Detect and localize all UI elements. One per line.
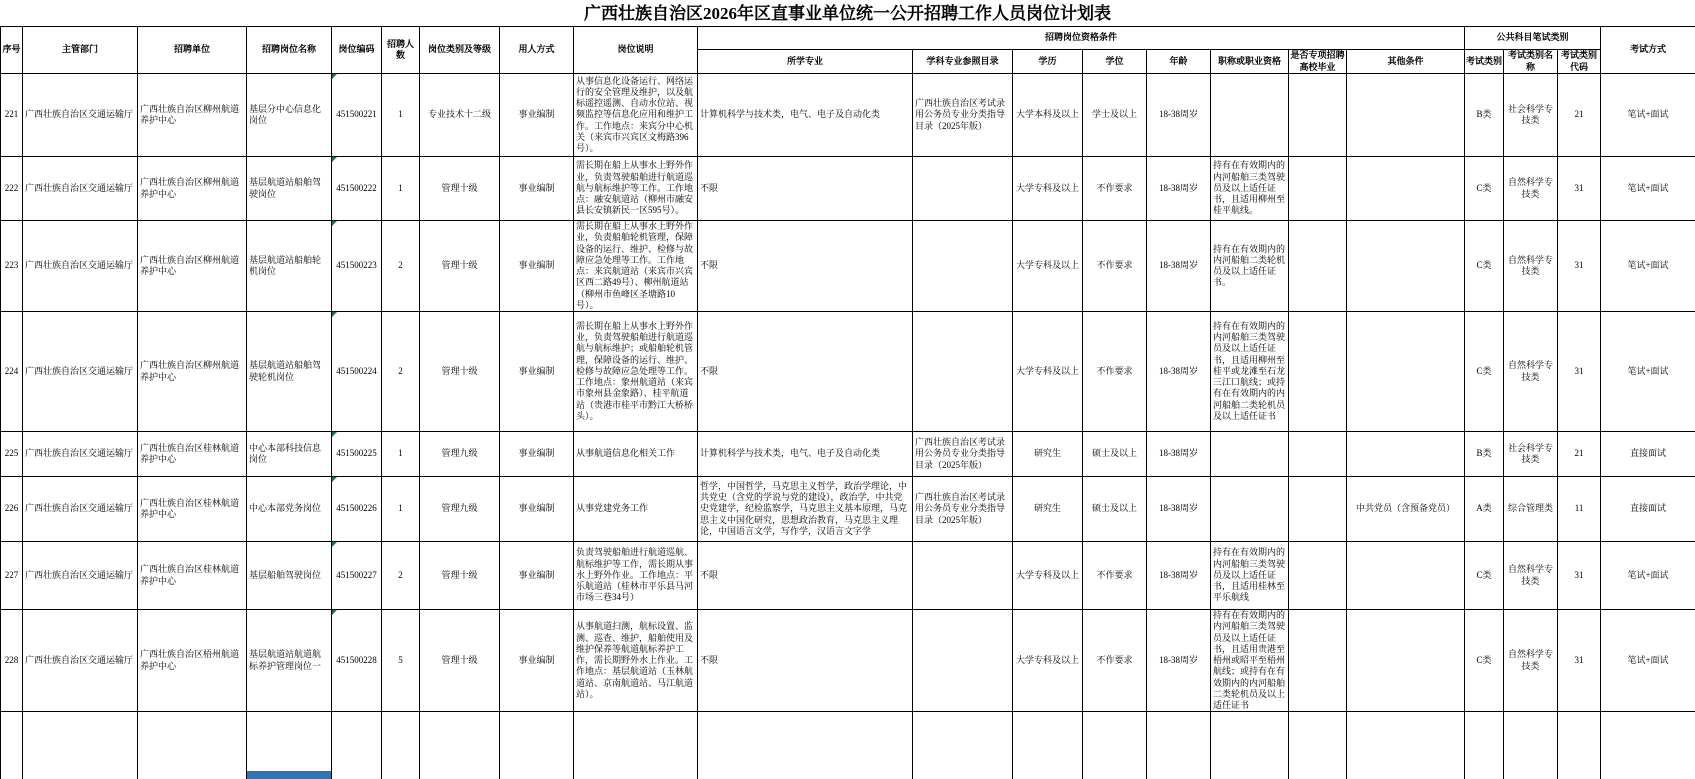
cell-special[interactable] [1289,74,1347,157]
cell-level[interactable]: 专业技术十二级 [420,74,500,157]
cell-major[interactable]: 哲学，中国哲学，马克思主义哲学，政治学理论，中共党史（含党的学说与党的建设），政治学，中共党史党建学，纪检监察学，马克思主义基本原理，马克思主义中国化研究，思想政治教育，马克思主义理论，中国语言文学，写作学，汉语言文字学 [698,477,913,542]
cell-num[interactable]: 5 [382,610,420,712]
cell-empty[interactable] [382,712,420,779]
col-header-exam-name[interactable]: 考试类别名称 [1504,50,1558,74]
cell-degree[interactable]: 硕士及以上 [1083,432,1147,477]
cell-empty[interactable] [698,712,913,779]
col-header-major[interactable]: 所学专业 [698,50,913,74]
cell-type[interactable]: 事业编制 [500,610,574,712]
cell-dept[interactable]: 广西壮族自治区交通运输厅 [23,221,138,312]
cell-exam_name[interactable]: 自然科学专技类 [1504,542,1558,610]
cell-edu[interactable]: 研究生 [1013,432,1083,477]
cell-unit[interactable]: 广西壮族自治区桂林航道养护中心 [138,432,247,477]
col-header-other[interactable]: 其他条件 [1347,50,1465,74]
cell-exam_cat[interactable]: C类 [1465,542,1504,610]
cell-empty[interactable] [1347,712,1465,779]
position-plan-table [0,26,1695,779]
cell-age[interactable]: 18-38周岁 [1147,542,1211,610]
cell-code[interactable]: 451500225 [332,432,382,477]
cell-empty[interactable] [574,712,698,779]
cell-catalog[interactable]: 广西壮族自治区考试录用公务员专业分类指导目录（2025年版） [913,74,1013,157]
col-header-level[interactable]: 岗位类别及等级 [420,27,500,74]
cell-exam_code[interactable]: 21 [1558,74,1601,157]
cell-edu[interactable]: 研究生 [1013,477,1083,542]
selection-highlight [247,771,332,779]
cell-desc[interactable]: 需长期在船上从事水上野外作业，负责船舶轮机管理，保障设备的运行、维护、检修与故障应急处理等工作。工作地点：来宾航道站（来宾市兴宾区西二路49号）、柳州航道站（柳州市鱼峰区圣塘路10号）。 [574,221,698,312]
cell-age[interactable]: 18-38周岁 [1147,477,1211,542]
cell-empty[interactable] [1147,712,1211,779]
col-header-degree[interactable]: 学位 [1083,50,1147,74]
table-row [1,74,1695,157]
cell-degree[interactable]: 不作要求 [1083,157,1147,221]
cell-dept[interactable]: 广西壮族自治区交通运输厅 [23,610,138,712]
cell-exam_cat[interactable]: C类 [1465,157,1504,221]
cell-dept[interactable]: 广西壮族自治区交通运输厅 [23,542,138,610]
cell-num[interactable]: 1 [382,157,420,221]
cell-num[interactable]: 1 [382,477,420,542]
cell-exam_mode[interactable]: 笔试+面试 [1601,221,1695,312]
cell-desc[interactable]: 负责驾驶船舶进行航道巡航、航标维护等工作，需长期从事水上野外作业。工作地点：平乐航道站（桂林市平乐县马河市场三巷34号） [574,542,698,610]
cell-code[interactable]: 451500226 [332,477,382,542]
cell-type[interactable]: 事业编制 [500,542,574,610]
cell-dept[interactable]: 广西壮族自治区交通运输厅 [23,477,138,542]
cell-seq[interactable]: 227 [1,542,23,610]
cell-exam_mode[interactable]: 直接面试 [1601,432,1695,477]
cell-exam_mode[interactable]: 笔试+面试 [1601,157,1695,221]
cell-exam_mode[interactable]: 笔试+面试 [1601,542,1695,610]
table-row [1,432,1695,477]
table-row [1,542,1695,610]
col-header-edu[interactable]: 学历 [1013,50,1083,74]
cell-num[interactable]: 1 [382,432,420,477]
cell-empty[interactable] [913,712,1013,779]
cell-exam_name[interactable]: 自然科学专技类 [1504,312,1558,432]
cell-seq[interactable]: 225 [1,432,23,477]
cell-exam_name[interactable]: 综合管理类 [1504,477,1558,542]
cell-cert[interactable] [1211,477,1289,542]
cell-exam_cat[interactable]: B类 [1465,432,1504,477]
col-header-num[interactable]: 招聘人数 [382,27,420,74]
table-row [1,221,1695,312]
cell-other[interactable] [1347,74,1465,157]
cell-desc[interactable]: 需长期在船上从事水上野外作业，负责驾驶船舶进行航道巡航与航标维护等工作。工作地点：融安航道站（柳州市融安县长安镇新民一区595号）。 [574,157,698,221]
cell-exam_cat[interactable]: B类 [1465,74,1504,157]
cell-desc[interactable]: 从事党建党务工作 [574,477,698,542]
cell-other[interactable] [1347,221,1465,312]
cell-exam_mode[interactable]: 直接面试 [1601,477,1695,542]
cell-major[interactable]: 不限 [698,312,913,432]
cell-catalog[interactable]: 广西壮族自治区考试录用公务员专业分类指导目录（2025年版） [913,432,1013,477]
col-header-exam-mode[interactable]: 考试方式 [1601,27,1695,74]
cell-post[interactable]: 中心本部党务岗位 [247,477,332,542]
cell-dept[interactable]: 广西壮族自治区交通运输厅 [23,157,138,221]
cell-exam_code[interactable]: 31 [1558,157,1601,221]
cell-special[interactable] [1289,312,1347,432]
cell-desc[interactable]: 从事航道信息化相关工作 [574,432,698,477]
cell-empty[interactable] [1,712,23,779]
cell-code[interactable]: 451500222 [332,157,382,221]
cell-empty[interactable] [138,712,247,779]
cell-other[interactable] [1347,432,1465,477]
col-group-qualifications[interactable]: 招聘岗位资格条件 [698,27,1465,50]
cell-unit[interactable]: 广西壮族自治区柳州航道养护中心 [138,74,247,157]
cell-degree[interactable]: 学士及以上 [1083,74,1147,157]
cell-major[interactable]: 计算机科学与技术类，电气、电子及自动化类 [698,432,913,477]
cell-edu[interactable]: 大学专科及以上 [1013,542,1083,610]
partial-next-row [1,712,1695,779]
col-header-unit[interactable]: 招聘单位 [138,27,247,74]
cell-exam_cat[interactable]: A类 [1465,477,1504,542]
cell-code[interactable]: 451500228 [332,610,382,712]
cell-num[interactable]: 2 [382,221,420,312]
cell-type[interactable]: 事业编制 [500,221,574,312]
cell-age[interactable]: 18-38周岁 [1147,157,1211,221]
cell-major[interactable]: 不限 [698,542,913,610]
cell-level[interactable]: 管理九级 [420,477,500,542]
cell-cert[interactable]: 持有在有效期内的内河船舶三类驾驶员及以上适任证书，且适用贵港至梧州或昭平至梧州航线；或持有在有效期内的内河船舶二类轮机员及以上适任证书 [1211,610,1289,712]
cell-post[interactable]: 基层航道站船舶驾驶岗位 [247,157,332,221]
cell-empty[interactable] [1465,712,1504,779]
cell-unit[interactable]: 广西壮族自治区桂林航道养护中心 [138,542,247,610]
col-header-seq[interactable]: 序号 [1,27,23,74]
cell-cert[interactable]: 持有在有效期内的内河船舶三类驾驶员及以上适任证书，且适用桂林至平乐航线 [1211,542,1289,610]
cell-major[interactable]: 不限 [698,610,913,712]
cell-post[interactable]: 基层航道站船舶驾驶轮机岗位 [247,312,332,432]
cell-major[interactable]: 计算机科学与技术类，电气、电子及自动化类 [698,74,913,157]
cell-major[interactable]: 不限 [698,221,913,312]
cell-degree[interactable]: 不作要求 [1083,610,1147,712]
cell-empty[interactable] [1289,712,1347,779]
cell-dept[interactable]: 广西壮族自治区交通运输厅 [23,74,138,157]
cell-catalog[interactable] [913,312,1013,432]
cell-post[interactable]: 基层船舶驾驶岗位 [247,542,332,610]
cell-dept[interactable]: 广西壮族自治区交通运输厅 [23,312,138,432]
cell-num[interactable]: 2 [382,312,420,432]
cell-exam_code[interactable]: 31 [1558,542,1601,610]
cell-empty[interactable] [500,712,574,779]
cell-exam_mode[interactable]: 笔试+面试 [1601,610,1695,712]
cell-special[interactable] [1289,542,1347,610]
cell-seq[interactable]: 224 [1,312,23,432]
col-header-code[interactable]: 岗位编码 [332,27,382,74]
cell-empty[interactable] [1601,712,1695,779]
cell-age[interactable]: 18-38周岁 [1147,74,1211,157]
cell-catalog[interactable] [913,542,1013,610]
col-header-type[interactable]: 用人方式 [500,27,574,74]
cell-edu[interactable]: 大学专科及以上 [1013,312,1083,432]
col-header-exam-code[interactable]: 考试类别代码 [1558,50,1601,74]
cell-seq[interactable]: 221 [1,74,23,157]
cell-desc[interactable]: 从事信息化设备运行、网络运行的安全管理及维护，以及航标遥控遥测、自动水位站、视频监控等信息化应用和维护工作。工作地点：来宾分中心机关（来宾市兴宾区文梅路396号）。 [574,74,698,157]
cell-other[interactable] [1347,157,1465,221]
cell-post[interactable]: 基层分中心信息化岗位 [247,74,332,157]
cell-exam_name[interactable]: 自然科学专技类 [1504,221,1558,312]
cell-level[interactable]: 管理十级 [420,157,500,221]
cell-num[interactable]: 2 [382,542,420,610]
col-header-exam-cat[interactable]: 考试类别 [1465,50,1504,74]
cell-post[interactable]: 中心本部科技信息岗位 [247,432,332,477]
cell-age[interactable]: 18-38周岁 [1147,610,1211,712]
cell-level[interactable]: 管理十级 [420,542,500,610]
table-row [1,610,1695,712]
cell-exam_name[interactable]: 自然科学专技类 [1504,157,1558,221]
cell-exam_cat[interactable]: C类 [1465,312,1504,432]
cell-seq[interactable]: 222 [1,157,23,221]
cell-exam_code[interactable]: 31 [1558,221,1601,312]
col-header-dept[interactable]: 主管部门 [23,27,138,74]
cell-empty[interactable] [420,712,500,779]
col-header-catalog[interactable]: 学科专业参照目录 [913,50,1013,74]
cell-catalog[interactable] [913,221,1013,312]
cell-other[interactable] [1347,312,1465,432]
cell-unit[interactable]: 广西壮族自治区柳州航道养护中心 [138,312,247,432]
cell-age[interactable]: 18-38周岁 [1147,221,1211,312]
cell-desc[interactable]: 需长期在船上从事水上野外作业，负责驾驶船舶进行航道巡航与航标维护；或船舶轮机管理，保障设备的运行、维护、检修与故障应急处理等工作。工作地点：象州航道站（来宾市象州县金象路）、桂平航道站（贵港市桂平市黔江大桥桥头）。 [574,312,698,432]
col-group-written-exam[interactable]: 公共科目笔试类别 [1465,27,1601,50]
cell-level[interactable]: 管理十级 [420,610,500,712]
cell-major[interactable]: 不限 [698,157,913,221]
cell-other[interactable] [1347,610,1465,712]
cell-edu[interactable]: 大学专科及以上 [1013,157,1083,221]
cell-exam_name[interactable]: 社会科学专技类 [1504,432,1558,477]
cell-degree[interactable]: 不作要求 [1083,542,1147,610]
cell-exam_mode[interactable]: 笔试+面试 [1601,312,1695,432]
cell-empty[interactable] [23,712,138,779]
cell-cert[interactable] [1211,432,1289,477]
cell-exam_name[interactable]: 社会科学专技类 [1504,74,1558,157]
cell-unit[interactable]: 广西壮族自治区桂林航道养护中心 [138,477,247,542]
cell-level[interactable]: 管理九级 [420,432,500,477]
col-header-desc[interactable]: 岗位说明 [574,27,698,74]
cell-empty[interactable] [1211,712,1289,779]
cell-type[interactable]: 事业编制 [500,312,574,432]
cell-special[interactable] [1289,157,1347,221]
cell-catalog[interactable] [913,610,1013,712]
cell-unit[interactable]: 广西壮族自治区柳州航道养护中心 [138,157,247,221]
cell-unit[interactable]: 广西壮族自治区柳州航道养护中心 [138,221,247,312]
cell-type[interactable]: 事业编制 [500,74,574,157]
cell-exam_mode[interactable]: 笔试+面试 [1601,74,1695,157]
cell-special[interactable] [1289,477,1347,542]
cell-special[interactable] [1289,610,1347,712]
cell-age[interactable]: 18-38周岁 [1147,432,1211,477]
cell-seq[interactable]: 226 [1,477,23,542]
table-row [1,477,1695,542]
cell-degree[interactable]: 不作要求 [1083,312,1147,432]
cell-exam_cat[interactable]: C类 [1465,221,1504,312]
cell-empty[interactable] [1013,712,1083,779]
cell-code[interactable]: 451500227 [332,542,382,610]
cell-post[interactable]: 基层航道站船舶轮机岗位 [247,221,332,312]
table-row [1,312,1695,432]
cell-cert[interactable] [1211,74,1289,157]
cell-seq[interactable]: 223 [1,221,23,312]
cell-degree[interactable]: 硕士及以上 [1083,477,1147,542]
cell-edu[interactable]: 大学专科及以上 [1013,221,1083,312]
cell-edu[interactable]: 大学专科及以上 [1013,610,1083,712]
col-header-post[interactable]: 招聘岗位名称 [247,27,332,74]
cell-type[interactable]: 事业编制 [500,432,574,477]
cell-degree[interactable]: 不作要求 [1083,221,1147,312]
cell-cert[interactable]: 持有在有效期内的内河船舶二类轮机员及以上适任证书。 [1211,221,1289,312]
cell-special[interactable] [1289,432,1347,477]
cell-desc[interactable]: 从事航道扫测，航标设置、监测、巡查、维护，船舶使用及维护保养等航道航标养护工作，需长期野外水上作业。工作地点：基层航道站（玉林航道站、京南航道站、马江航道站）。 [574,610,698,712]
cell-type[interactable]: 事业编制 [500,157,574,221]
cell-code[interactable]: 451500223 [332,221,382,312]
cell-code[interactable]: 451500224 [332,312,382,432]
cell-special[interactable] [1289,221,1347,312]
cell-exam_code[interactable]: 31 [1558,610,1601,712]
cell-post[interactable]: 基层航道站航道航标养护管理岗位一 [247,610,332,712]
cell-exam_code[interactable]: 21 [1558,432,1601,477]
cell-num[interactable]: 1 [382,74,420,157]
cell-cert[interactable]: 持有在有效期内的内河船舶三类驾驶员及以上适任证书，且适用柳州至桂平或龙滩至石龙三江口航线；或持有在有效期内的内河船舶二类轮机员及以上适任证书 [1211,312,1289,432]
cell-other[interactable] [1347,542,1465,610]
cell-empty[interactable] [332,712,382,779]
cell-edu[interactable]: 大学本科及以上 [1013,74,1083,157]
col-header-age[interactable]: 年龄 [1147,50,1211,74]
cell-level[interactable]: 管理十级 [420,312,500,432]
cell-other[interactable]: 中共党员（含预备党员） [1347,477,1465,542]
cell-exam_cat[interactable]: C类 [1465,610,1504,712]
cell-empty[interactable] [1504,712,1558,779]
cell-seq[interactable]: 228 [1,610,23,712]
cell-empty[interactable] [1558,712,1601,779]
cell-dept[interactable]: 广西壮族自治区交通运输厅 [23,432,138,477]
cell-empty[interactable] [1083,712,1147,779]
cell-exam_name[interactable]: 自然科学专技类 [1504,610,1558,712]
cell-exam_code[interactable]: 11 [1558,477,1601,542]
table-row [1,157,1695,221]
cell-catalog[interactable] [913,157,1013,221]
cell-type[interactable]: 事业编制 [500,477,574,542]
cell-unit[interactable]: 广西壮族自治区梧州航道养护中心 [138,610,247,712]
cell-cert[interactable]: 持有在有效期内的内河船舶三类驾驶员及以上适任证书，且适用柳州至桂平航线。 [1211,157,1289,221]
sheet-title: 广西壮族自治区2026年区直事业单位统一公开招聘工作人员岗位计划表 [0,0,1695,26]
cell-code[interactable]: 451500221 [332,74,382,157]
col-header-special[interactable]: 是否专项招聘高校毕业 [1289,50,1347,74]
cell-age[interactable]: 18-38周岁 [1147,312,1211,432]
cell-empty[interactable] [247,712,332,779]
cell-level[interactable]: 管理十级 [420,221,500,312]
cell-catalog[interactable]: 广西壮族自治区考试录用公务员专业分类指导目录（2025年版） [913,477,1013,542]
col-header-cert[interactable]: 职称或职业资格 [1211,50,1289,74]
cell-exam_code[interactable]: 31 [1558,312,1601,432]
